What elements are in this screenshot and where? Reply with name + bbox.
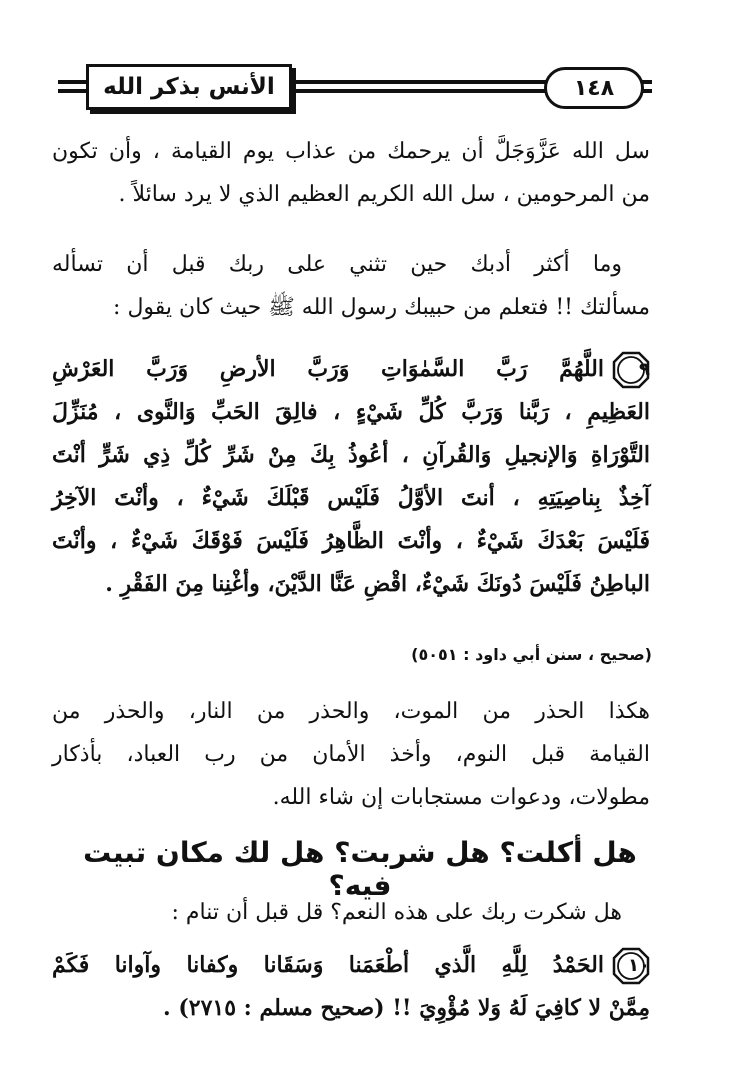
text-line: هكذا الحذر من الموت، والحذر من النار، والحذر من (52, 699, 650, 724)
dua-line-text: اللَّهُمَّ رَبَّ السَّمٰوَاتِ وَرَبَّ الأرضِ وَرَبَّ العَرْشِ (52, 356, 604, 382)
page-number: ١٤٨ (573, 75, 615, 101)
number-badge-octagon (612, 947, 650, 985)
section-heading: هل أكلت؟ هل شربت؟ هل لك مكان تبيت فيه؟ (83, 836, 637, 902)
badge-number: ١٠ (628, 955, 650, 976)
text-line: مِمَّنْ لا كافِيَ لَهُ وَلا مُؤْوِيَ !! (صحيح مسلم : ٢٧١٥) . (163, 995, 650, 1021)
text-line: فَلَيْسَ بَعْدَكَ شَيْءٌ ، وأنْتَ الظَّاهِرُ فَلَيْسَ فَوْقَكَ شَيْءٌ ، وأنْتَ (52, 528, 650, 554)
running-header (58, 62, 652, 114)
text-line: سل الله عَزَّوَجَلَّ أن يرحمك من عذاب يوم القيامة ، وأن تكون (52, 139, 650, 164)
header-title-box (86, 64, 292, 110)
supplication-9 (52, 348, 650, 606)
supplication-10 (52, 944, 650, 1030)
text-line: هل شكرت ربك على هذه النعم؟ قل قبل أن تنام : (171, 900, 622, 925)
hadith-source-note: (صحيح ، سنن أبي داود : ٥٠٥١) (411, 645, 652, 664)
text-line: وما أكثر أدبك حين تثني على ربك قبل أن تسأله (52, 252, 622, 277)
text-line: مسألتك !! فتعلم من حبيبك رسول الله ﷺ حيث كان يقول : (113, 295, 650, 320)
text-line: القيامة قبل النوم، وأخذ الأمان من رب العباد، بأذكار (52, 742, 650, 767)
paragraph-5 (52, 891, 650, 934)
text-line: العَظِيمِ ، رَبَّنا وَرَبَّ كُلِّ شَيْءٍ ، فالِقَ الحَبِّ وَالنَّوى ، مُنَزِّلَ (52, 399, 650, 425)
dua-line-text: الحَمْدُ لِلَّهِ الَّذي أطْعَمَنا وَسَقَانا وكفانا وآوانا فَكَمْ (52, 952, 604, 978)
page-number-pill (544, 67, 644, 109)
text-line (52, 348, 650, 391)
text-line: الباطِنُ فَلَيْسَ دُونَكَ شَيْءٌ، اقْضِ عَنَّا الدَّيْنَ، وأغْنِنا مِنَ الفَقْرِ . (105, 571, 650, 597)
text-line: آخِذٌ بِناصِيَتِهِ ، أنتَ الأوَّلُ فَلَيْس قَبْلَكَ شَيْءٌ ، وأنْتَ الآخِرُ (52, 485, 650, 511)
book-title: الأنس بذكر الله (103, 74, 275, 100)
text-line (52, 944, 650, 987)
paragraph-2 (52, 243, 650, 329)
text-line: التَّوْرَاةِ وَالإنجيلِ وَالقُرآنِ ، أعُوذُ بِكَ مِنْ شَرِّ كُلِّ ذِي شَرٍّ أنْتَ (52, 442, 650, 468)
text-line: من المرحومين ، سل الله الكريم العظيم الذي لا يرد سائلاً . (118, 182, 650, 207)
badge-number: ٩ (639, 359, 650, 380)
paragraph-1 (52, 130, 650, 216)
number-badge-octagon (612, 351, 650, 389)
text-line: مطولات، ودعوات مستجابات إن شاء الله. (272, 785, 650, 810)
paragraph-4 (52, 690, 650, 819)
